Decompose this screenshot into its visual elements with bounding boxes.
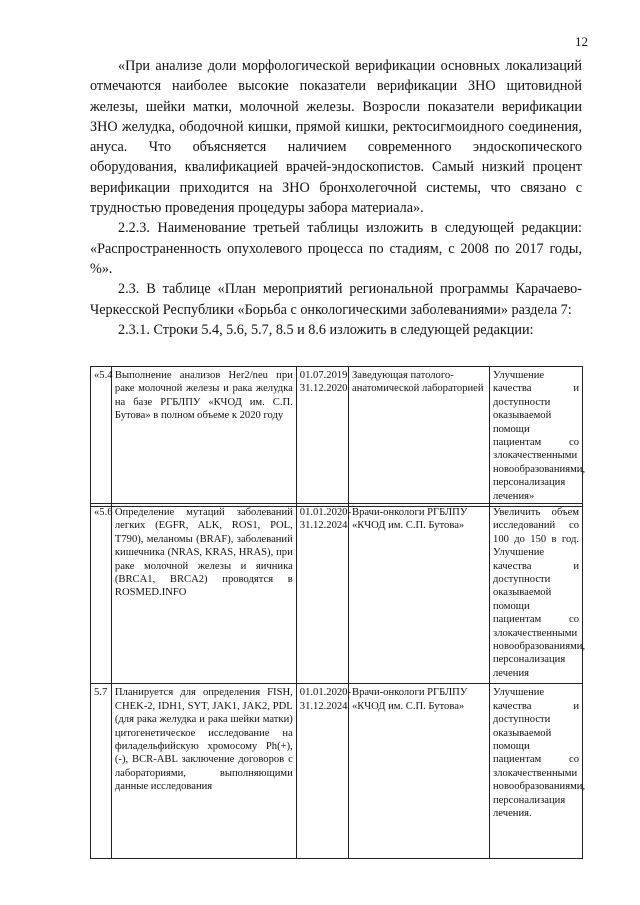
row-responsible: Врачи-онкологи РГБЛПУ «КЧОД им. С.П. Бутова» <box>349 684 490 859</box>
row-dates <box>296 684 351 859</box>
row-number: «5.6 <box>91 504 112 684</box>
table-row <box>91 684 583 859</box>
row-result: Увеличить объем исследований со 100 до 150 в год. Улучшение качества и доступности оказываемой помощи пациентам со злокачественными новообразованиями, персонализация лечения <box>490 504 583 684</box>
row-result: Улучшение качества и доступности оказываемой помощи пациентам со злокачественными новообразованиями, персонализация лечения» <box>490 367 583 507</box>
row-date-start: 01.01.2020- <box>299 687 351 699</box>
row-number: «5.4 <box>91 367 112 507</box>
row-date-end: 31.12.2024 <box>299 700 348 712</box>
table-row <box>91 367 583 507</box>
row-responsible: Врачи-онкологи РГБЛПУ «КЧОД им. С.П. Бутова» <box>349 504 490 684</box>
row-number: 5.7 <box>91 684 112 859</box>
row-activity: Определение мутаций заболеваний легких (EGFR, ALK, ROS1, POL, T790), меланомы (BRAF), заболеваний кишечника (NRAS, KRAS, HRAS), при раке молочной железы и яичника (BRCA1, BRCA2) проводятся в ROSMED.INFO <box>111 504 296 684</box>
row-dates <box>296 367 348 507</box>
row-dates <box>296 504 351 684</box>
table-rows-5-6-5-7 <box>90 503 586 859</box>
body-text <box>90 56 582 340</box>
row-activity: Планируется для определения FISH, CHEK-2, IDH1, SYT, JAK1, JAK2, PDL (для рака желудка и рака шейки матки) цитогенетическое исследование на филадельфийскую хромосому Ph(+), (-), BCR-ABL заключение договоров с лабораториями, выполняющими данные исследования <box>111 684 296 859</box>
table-row <box>91 504 583 684</box>
paragraph-table-title: 2.2.3. Наименование третьей таблицы изложить в следующей редакции: «Распространенность опухолевого процесса по стадиям, с 2008 по 2017 годы, %». <box>90 220 582 277</box>
paragraph-rows-edit: 2.3.1. Строки 5.4, 5.6, 5.7, 8.5 и 8.6 изложить в следующей редакции: <box>118 321 534 338</box>
row-date-start: 01.01.2020- <box>299 507 351 518</box>
table-row-5-4 <box>90 366 586 507</box>
row-responsible: Заведующая патолого-анатомической лабораторией <box>349 367 490 507</box>
paragraph-verification: «При анализе доли морфологической верификации основных локализаций отмечаются наиболее высокие показатели верификации ЗНО щитовидной железы, шейки матки, молочной железы. Возросли показатели верификации ЗНО желудка, ободочной кишки, прямой кишки, ректосигмоидного соединения, ануса. Что объясняется наличием современного эндоскопического оборудования, квалификацией врачей-эндоскопистов. Самый низкий процент верификации приходится на ЗНО бронхолегочной системы, что связано с трудностью проведения процедуры забора материала». <box>90 58 582 217</box>
row-date-end: 31.12.2020 <box>299 383 348 395</box>
row-result: Улучшение качества и доступности оказываемой помощи пациентам со злокачественными новообразованиями, персонализация лечения. <box>490 684 583 859</box>
row-date-start: 01.07.2019 <box>299 370 348 381</box>
row-activity: Выполнение анализов Her2/neu при раке молочной железы и рака желудка на базе РГБЛПУ «КЧОД им. С.П. Бутова» в полном объеме к 2020 году <box>111 367 296 507</box>
paragraph-plan-table: 2.3. В таблице «План мероприятий региональной программы Карачаево-Черкесской Республики «Борьба с онкологическими заболеваниями» раздела 7: <box>90 281 582 318</box>
page-number: 12 <box>575 34 588 49</box>
row-date-end: 31.12.2024 <box>299 520 348 532</box>
